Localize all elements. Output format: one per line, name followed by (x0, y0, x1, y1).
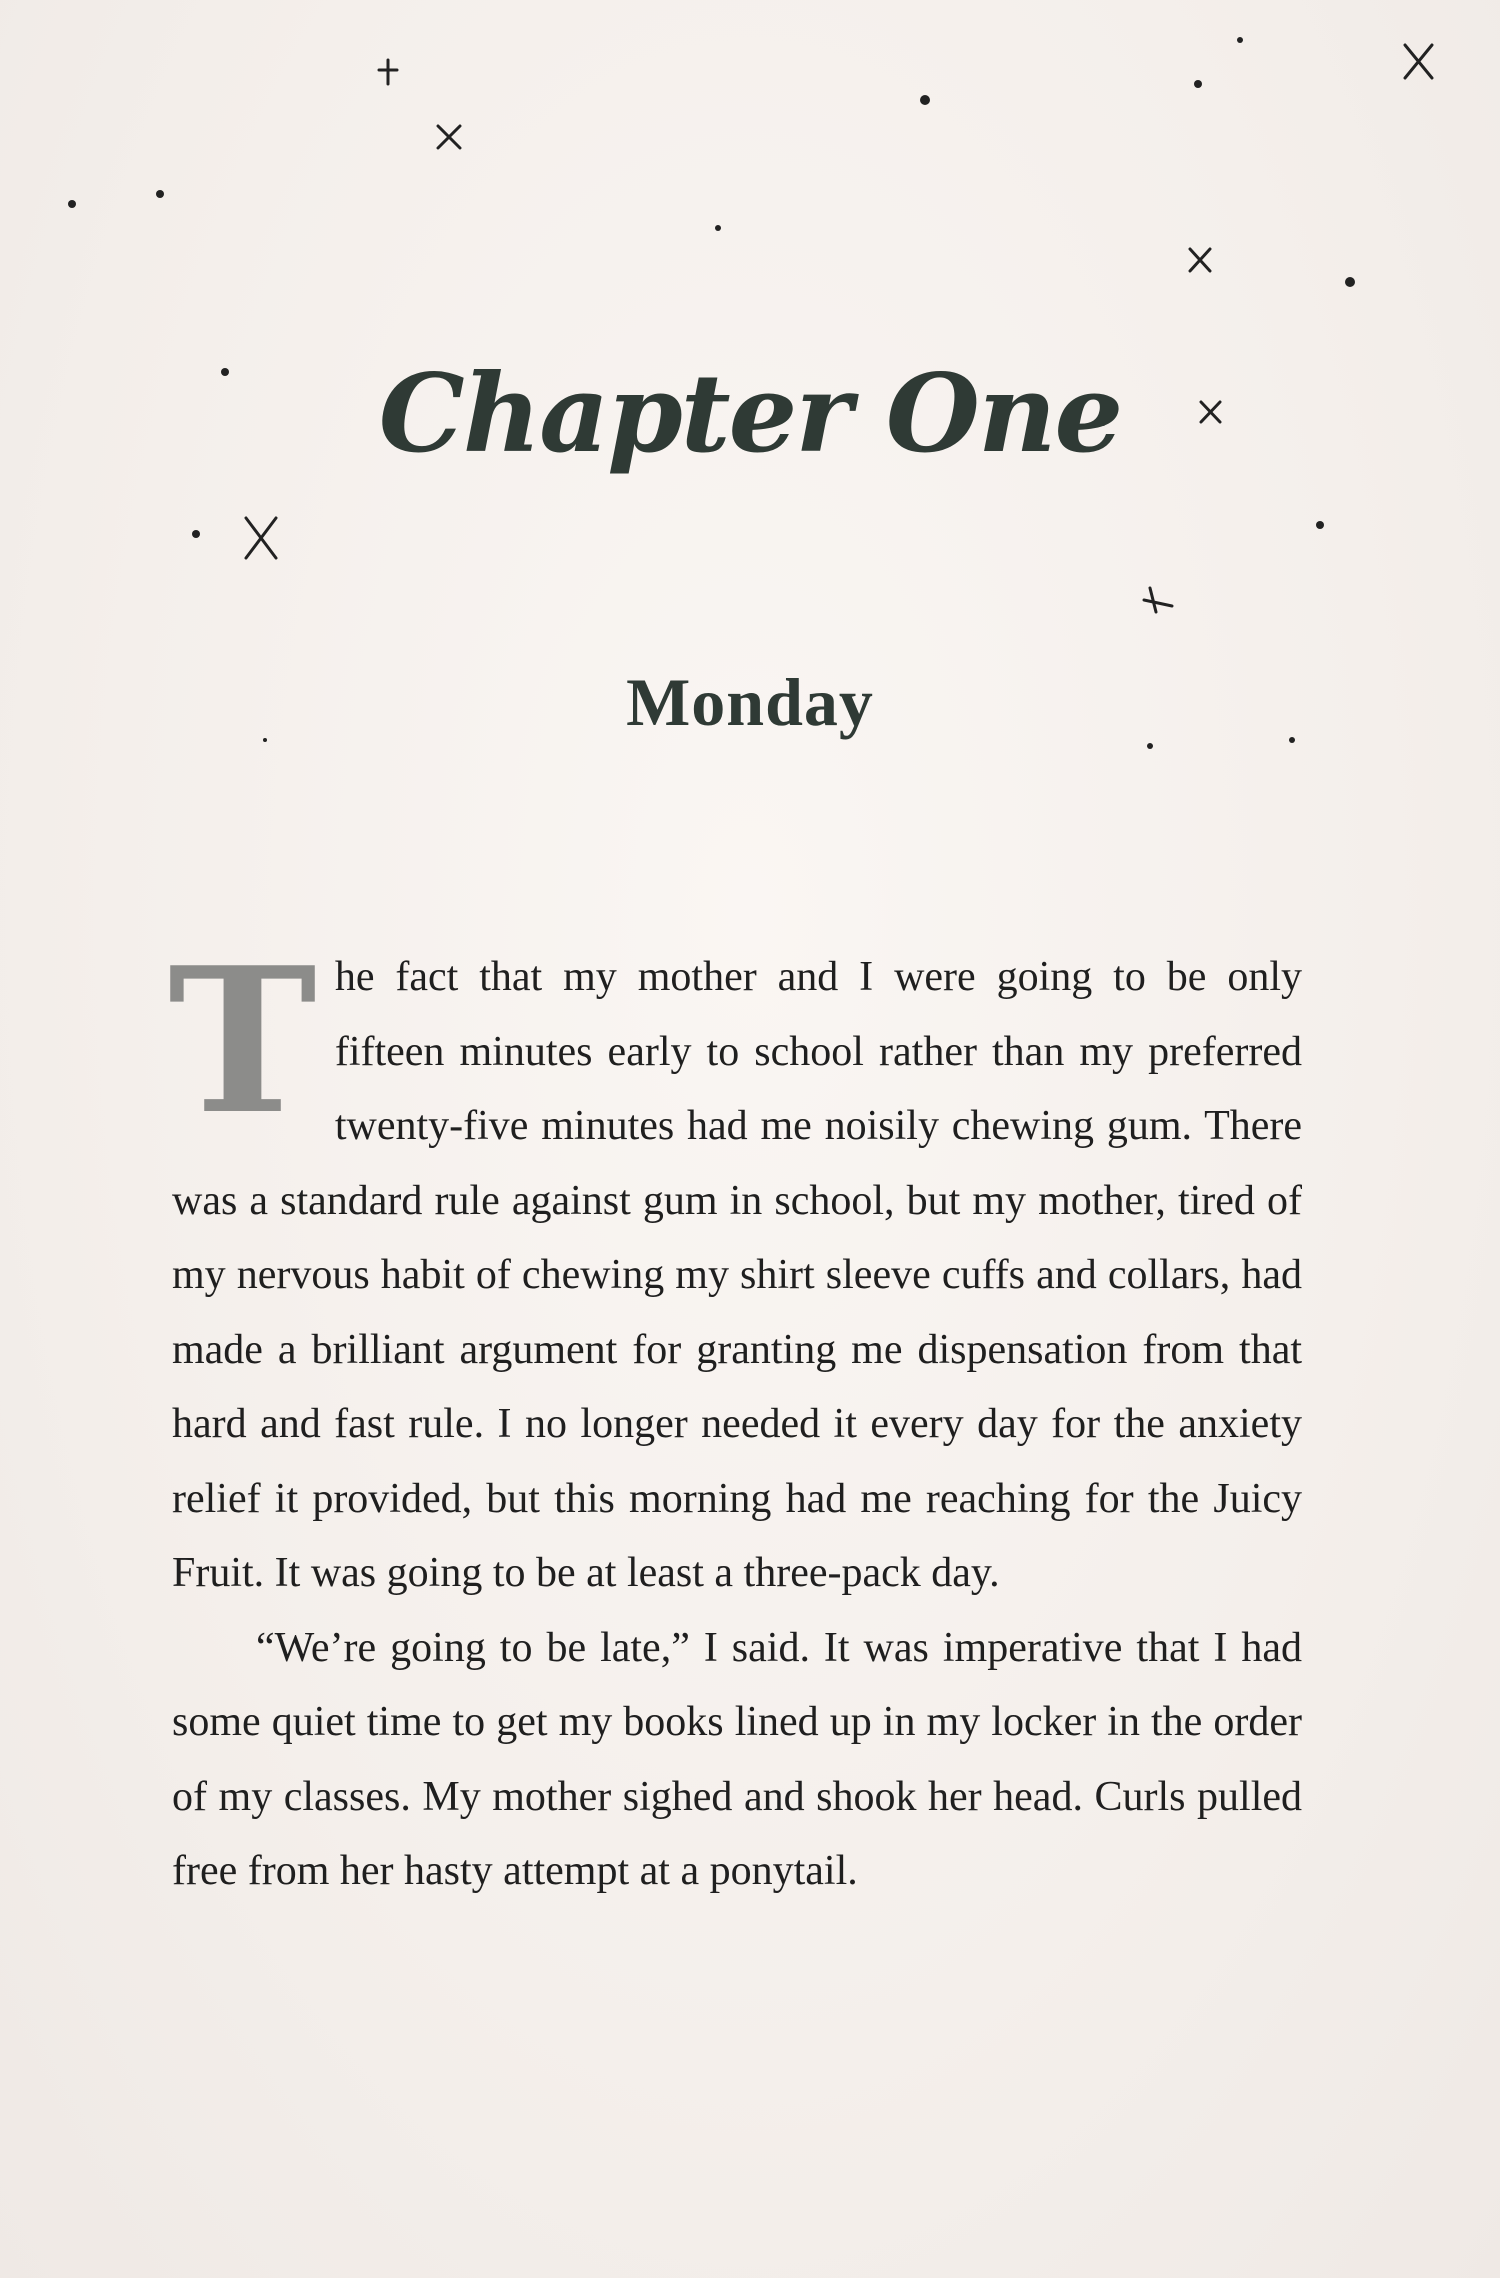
dot-icon (1345, 277, 1355, 287)
star-cross-icon (1405, 45, 1432, 78)
dot-icon (1237, 37, 1243, 43)
star-cross-icon (1190, 249, 1210, 271)
chapter-title: Chapter One (378, 351, 1122, 477)
dot-icon (1194, 80, 1202, 88)
paragraph-1 (168, 924, 1302, 1611)
paragraph-2: “We’re going to be late,” I said. It was imperative that I had some quiet time to get my books lined up in my locker in the order of my classes. My mother sighed and shook her head. Curls pulled free from her hasty attempt at a ponytail. (172, 1624, 1302, 1894)
section-title: Monday (626, 664, 874, 740)
star-cross-icon (246, 518, 276, 558)
dot-icon (715, 225, 721, 231)
dot-icon (1147, 743, 1153, 749)
paragraph-1-text: he fact that my mother and I were going to be only fifteen minutes early to school rather than my preferred twenty-five minutes had me noisily chewing gum. There was a standard rule against gum in school, but my mother, tired of my nervous habit of chewing my shirt sleeve cuffs and collars, had made a brilliant argument for granting me dispensation from that hard and fast rule. I no longer needed it every day for the anxiety relief it provided, but this morning had me reaching for the Juicy Fruit. It was going to be at least a three-pack day. (172, 954, 1302, 1596)
dot-icon (68, 200, 76, 208)
star-cross-icon (438, 126, 460, 148)
dot-icon (1316, 521, 1324, 529)
dot-icon (1289, 737, 1295, 743)
body-text (168, 924, 1302, 1909)
dot-icon (263, 738, 267, 742)
drop-cap: T (168, 924, 317, 1159)
dot-icon (192, 530, 200, 538)
dot-icon (920, 95, 930, 105)
star-cross-icon (1144, 588, 1172, 612)
dot-icon (156, 190, 164, 198)
star-plus-icon (379, 60, 397, 84)
